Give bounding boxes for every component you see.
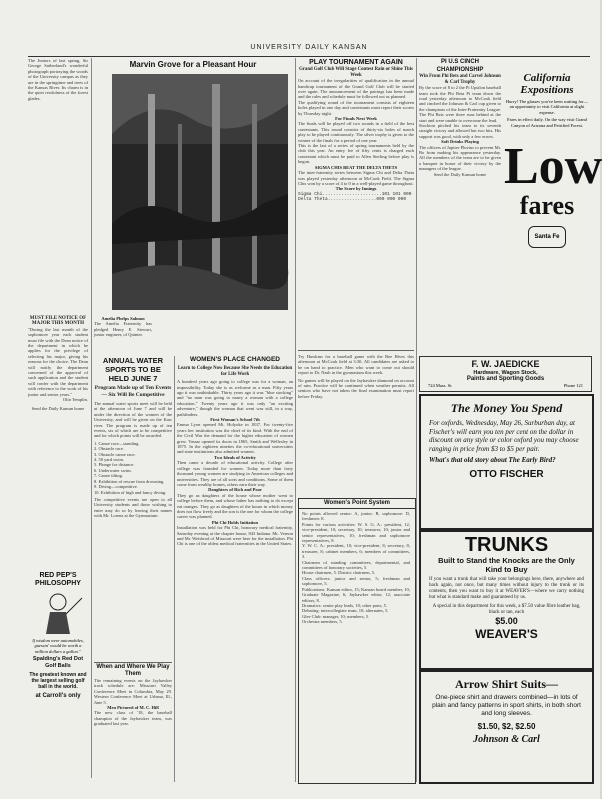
california-ad: California Expositions Hurry! The glasses you've been waiting for—an opportunity to visit California at slight expense. Fares in effect daily. On the way visit Grand Canyon of Arizona and Petrified Forest. Low fares Santa Fe [504, 72, 590, 352]
red-pep-store: at Carroll's only [35, 693, 81, 700]
trunks-ad [419, 530, 594, 670]
red-pep-product: Golf Balls [45, 663, 71, 670]
arrow-prices: $1.50, $2, $2.50 [477, 722, 536, 731]
forest-image [112, 74, 288, 310]
womens-point-system: Women's Point System No points allowed senior: A, junior: B, sophomore: D, freshmen: E. Points for various activities: W. S. G. A.: president, 12; vice-president, 10; secretary, 10; treasurer, 10; junior and senior representatives, 10; freshman and sophomore representatives, 8. Y. W. C. A.: president, 10; vice-president, 8; secretary, 8; treasurer, 8; cabinet members, 6; members of committees, 3. Chairmen of standing committees, departmental, and committees of honorary societies, 5. House chairmen, 5. District chairmen, 5. Class officers: junior and senior, 5; freshman and sophomore, 5. Publications: Kansan editor, 15; Kansan board member, 10; Graduate Magazine, 6; Jayhawker editor, 12; associate editors, 8. Dramatics: senior play leads, 10; other parts, 5. Debating: intercollegiate team, 10; alternates, 5. Glee Club: manager, 10; members, 5. Orchestra members, 5. [298, 498, 416, 784]
california-title: California Expositions [520, 72, 574, 96]
arrow-ad [419, 670, 594, 784]
womens-place-article: WOMEN'S PLACE CHANGED Learn to College Now Because She Needs the Education for Life Work A hundred years ago going to college was for a woman, an impossibility. Today she is as welcome as a man. Fifty years ago it was unthinkable. Thirty years ago it was "blue stocking" and "no man was going to marry a woman with a college education." Twenty years ago it was only "an exciting adventure," though the woman that went was still, in a way, pathfinders. First Woman's School 7th Emma Lyon opened Mt. Holyoke in 1837. For twenty-five years her institution was the chief of its kind. With the end of the Civil War the demand for the higher education of women grew. Vassar opened its doors in 1865, Smith and Wellesley in 1875. In the eighteen nineties the co-educational universities and state institutions also admitted women. Two Ideals of Activity Then came a decade of educational activity. College after college was founded for women. Today more than forty thousand young women are studying in American colleges and universities. They are of all sorts and conditions. Some of them come from wealthy homes, others earn their way. Daughters of Rich and Poor They go as daughters of the house whose mother went to college before them, and whose father has nothing to do except eat oranges. They go as daughters of the house in which money does not flow freely and the son is the one for whom the college career was planned. Phi Chi Holds Initiation Installation was held for Phi Chi, honorary medical fraternity, Saturday evening at the chapter house, 843 Indiana. Mr. Vernon and Mr. Weisbrod of Missouri were here for the installation. Phi Chi is one of the oldest medical fraternities in the United States. [177, 356, 293, 547]
fischer-title: The Money You Spend [450, 401, 563, 415]
pi-us-sub: Soft Drinks Playing [441, 139, 479, 145]
golfer-illustration [30, 590, 86, 636]
womens-place-headline: WOMEN'S PLACE CHANGED [189, 356, 281, 363]
womens-place-sub1: First Woman's School 7th [210, 417, 260, 423]
play-tournament-deck: Grand Golf Club Will Stage Contest Rain or Shine This Week [299, 67, 413, 78]
red-pep-ad [28, 572, 88, 782]
red-pep-quote: If wisdom were automobiles, guessin' would be worth a million dollars a gallon." [32, 638, 84, 654]
marvin-headline: Marvin Grove for a Pleasant Hour [129, 60, 257, 69]
red-pep-subtitle: PHILOSOPHY [35, 580, 81, 587]
jaedicke-address: 724 Mass. St. [428, 383, 453, 388]
event-item: 5. Plunge for distance. [94, 462, 135, 468]
pi-us-deck: Win From Phi Bets and Carvel Johnson & Carl Trophy [419, 74, 501, 85]
notices-article: Try Hawkins for a baseball game with the Bee Hives this afternoon at McCook field at 3:30. All candidates are asked to be on hand to practice. Men who want to come out should report to Dr. Nash in the gymnasium this week. No games will be played on the Jayhawker diamond on account of rain. Practice will be continued when weather permits. All seniors who have not taken the final examination must report before Friday. [298, 354, 414, 399]
page-content [28, 44, 602, 788]
must-file-signature: Olin Templin. [62, 397, 88, 403]
womens-place-sub3: Daughters of Rich and Poor [208, 487, 262, 493]
amelia-body: The Amelia Fraternity has pledged Henry E. Stewart, junior engineer, of Quinter. [94, 321, 152, 338]
score-line: Sigma Chi......................101 101 000 [298, 191, 412, 197]
event-item: 7. Canoe tilting. [94, 473, 123, 479]
trunks-title: TRUNKS [464, 534, 549, 556]
marvin-grove-photo [112, 74, 288, 310]
low-text: Low [504, 138, 602, 196]
trunks-body: If you want a trunk that will take your belongings here, there, anywhere and back again, not once, but many times without injury to the trunk or its contents, then you want to buy it at WEAVER'S—where we carry nothing but what is standard make and guaranteed by us. [429, 577, 584, 600]
score-line: Delta Theta..................000 000 000 [298, 197, 407, 203]
amelia-caption [94, 316, 152, 356]
fares-text: fares [519, 191, 575, 221]
event-item: 3. Obstacle canoe race. [94, 451, 136, 457]
must-file-headline: MUST FILE NOTICE OF MAJOR THIS MONTH [29, 316, 87, 327]
trunks-store: WEAVER'S [475, 627, 538, 641]
play-tournament-sub2: SIGMA CHIS BEAT THE DELTA THETS [314, 164, 398, 170]
when-where-sub: Men Pictured of M. C. Hill [107, 705, 159, 711]
jaedicke-line2: Paints and Sporting Goods [466, 376, 545, 382]
fischer-ad [419, 394, 594, 530]
event-item: 2. Obstacle race. [94, 446, 124, 452]
fischer-name: OTTO FISCHER [469, 468, 544, 480]
arrow-body: One-piece shirt and drawers combined—in lots of plain and fancy patterns in sport shirts, in both short and long sleeves. [432, 694, 581, 717]
marvin-grove-feature [94, 58, 292, 314]
red-pep-brand: Spalding's Red Dot [32, 656, 84, 663]
jaedicke-phone: Phone 121 [563, 383, 583, 388]
play-tournament-sub3: The Score by Innings [335, 186, 377, 192]
womens-place-sub2: Two Ideals of Activity [214, 454, 256, 460]
event-item: 9. Diving—competitive. [94, 484, 138, 490]
arrow-title: Arrow Shirt Suits— [454, 677, 559, 691]
pi-us-article: PI U.S CINCH CHAMPIONSHIP Win From Phi Bets and Carvel Johnson & Carl Trophy By the score of 8 to 2 the Pi Upsilon baseball team took the Phi Beta Pi team down the road yesterday afternoon to McCook field and cinched the Johnson & Carl cup given to the champions of the Inter-Fraternity League. The Phi Bets were three runs behind at the start and were unable to overcome the lead. Stockton pitched his team to its seventh straight victory and allowed but two hits. His support was good, with only a few errors. Soft Drinks Playing The officers of Jupiter Pluvius to prevent Mr. Bo from making his appearance yesterday. All the members of the team are to be given a banquet in honor of their victory by the managers of the league. Send the Daily Kansan home [419, 59, 501, 177]
play-tournament-article: PLAY TOURNAMENT AGAIN Grand Golf Club Will Stage Contest Rain or Shine This Week On account of the irregularities of qualification in the annual handicap tournament of the Grand Golf Club will be started over again. The announcement of the pairings has been made and the rules and schedule must be followed out as planned. The qualifying round of the tournament consists of eighteen holes played in one day and contestants must report their scores by Thursday night. For Finals Next Week The finals will be played off two rounds in a field of the best contestants. This round consists of thirty-six holes of match play to be played continuously. The silver trophy is given to the winner of the finals for a period of one year. This is the last of a series of spring tournaments held by the club this year. An entry fee of fifty cents is charged each contestant which must be paid to Allen Sterling before play is begun. SIGMA CHIS BEAT THE DELTA THETS The inter-fraternity series between Sigma Chi and Delta Theta was played yesterday afternoon at McCook Field. The Sigma Chis won by a score of 4 to 0 in a well-played game throughout. The Score by Innings Sigma Chi......................101 101 000 Delta Theta..................000 000 000 [298, 59, 414, 203]
when-where-headline: When and Where We Play Them [96, 664, 170, 677]
play-tournament-sub1: For Finals Next Week [335, 116, 377, 122]
water-sports-headline: ANNUAL WATER SPORTS TO BE HELD JUNE 7 [102, 356, 164, 383]
column-rule [91, 58, 92, 778]
womens-point-headline: Women's Point System [299, 499, 415, 509]
event-item: 1. Canoe race—standing. [94, 440, 140, 446]
water-sports-events [94, 441, 172, 495]
pi-us-headline: PI U.S CINCH CHAMPIONSHIP [436, 59, 484, 73]
red-pep-title: RED PEP'S [39, 572, 77, 579]
column-rule [295, 58, 296, 782]
trunks-price: $5.00 [495, 616, 518, 626]
womens-place-sub4: Phi Chi Holds Initiation [211, 519, 259, 525]
when-where-article: When and Where We Play Them The remaining events on the Jayhawker track schedule are: Missouri Valley Conference Meet in Columbia, May 29. Western Conference Meet at Urbana, Ill., June 5. Men Pictured of M. C. Hill The new class of '18, the baseball champion of the Jayhawker team, was graduated last year. [94, 662, 172, 782]
play-tournament-headline: PLAY TOURNAMENT AGAIN [309, 59, 403, 66]
water-sports-deck: Program Made up of Ten Events — Six Will Be Competitive [94, 385, 172, 398]
fischer-question: What's that old story about The Early Bird? [429, 456, 556, 464]
masthead: UNIVERSITY DAILY KANSAN [28, 44, 590, 57]
must-file-article [28, 316, 88, 466]
left-col-top: The Juniors of last spring, Sir George Sutherland's wonderful photograph portraying the woods of the University campus as they are in the springtime and trees of the Kansas River. Its charm is in the quiet restfulness of the forest glades. [28, 58, 88, 101]
column-rule [416, 58, 417, 782]
amelia-title: Amelia Phelps Salmon [101, 316, 145, 321]
must-file-body: "During the last month of the sophomore year each student must file with the Dean notice of the department in which he applies for the privilege of selecting his major, giving his reasons for the choice. The Dean will notify the department concerned of the approval of such application and the student will confer with the department with reference to the work of his junior and senior years." [28, 326, 88, 397]
santa-fe-text: Santa Fe [534, 234, 560, 241]
trunks-subtitle: Built to Stand the Knocks are the Only Kind to Buy [438, 556, 575, 574]
ad-line: Send the Daily Kansan home [31, 405, 85, 411]
column-rule [174, 356, 175, 782]
jaedicke-name: F. W. JAEDICKE [471, 359, 540, 369]
event-item: 4. 50 yard swim. [94, 457, 125, 463]
red-pep-tagline: The greatest known and the largest selling golf ball in the world. [29, 672, 87, 691]
event-item: 8. Exhibition of rescue from drowning. [94, 478, 165, 484]
event-item: 6. Underwater swim. [94, 467, 132, 473]
water-sports-article: ANNUAL WATER SPORTS TO BE HELD JUNE 7 Program Made up of Ten Events — Six Will Be Competitive The annual water sports meet will be held at the afternoon of June 7 and will be under the direction of the women of the University, and will be given on the Kaw river. The program is made up of ten events, six of which are to be competitive and for which points will be awarded. 1. Canoe race—standing. 2. Obstacle race. 3. Obstacle canoe race. 4. 50 yard swim. 5. Plunge for distance. 6. Underwater swim. 7. Canoe tilting. 8. Exhibition of rescue from drowning. 9. Diving—competitive. 10. Exhibition of high and fancy diving. The competitive events are open to all University students and those wishing to enter may do so by leaving their names with Mr. Lorenz at the Gymnasium. [94, 356, 172, 519]
trunks-special: A special in this department for this week, a $7.50 value fibre leather bag, black or tan, each [432, 604, 581, 615]
santa-fe-logo [528, 226, 566, 248]
fischer-body: For oxfords, Wednesday, May 26, Surburban day, at Fischer's will earn you ten per cent on the dollar in discount on any style or color oxford you may choose ranging in price from $3 to $5 per pair. [429, 419, 579, 453]
event-item: 10. Exhibition of high and fancy diving. [94, 489, 167, 495]
jaedicke-line1: Hardware, Wagon Stock, [473, 370, 538, 376]
california-body: Hurry! The glasses you've been waiting for—an opportunity to visit California at slight expense. [505, 99, 589, 115]
arrow-store: Johnson & Carl [473, 734, 540, 745]
womens-place-deck: Learn to College Now Because She Needs the Education for Life Work [177, 366, 293, 377]
jaedicke-ad [419, 356, 592, 392]
